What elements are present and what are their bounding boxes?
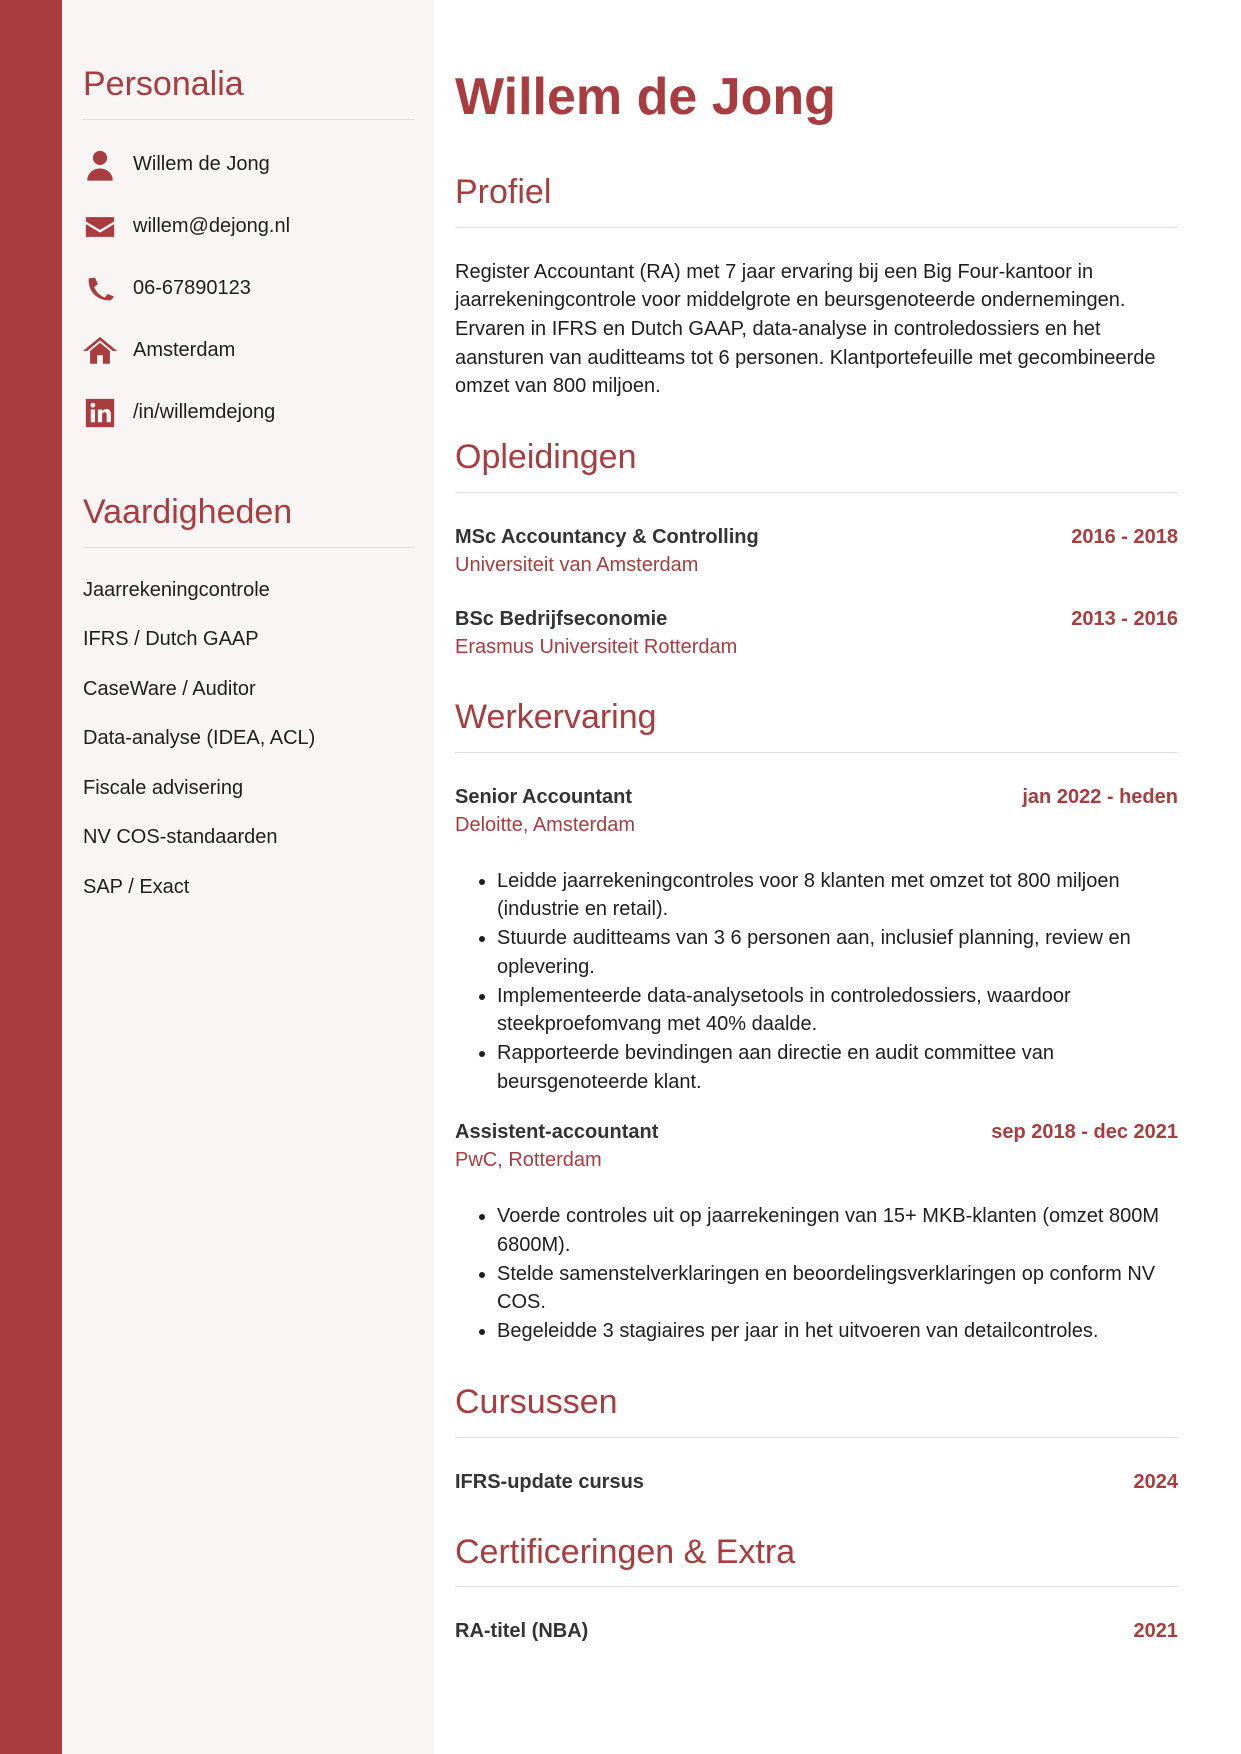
job-entry: [455, 783, 1178, 1097]
course-title: IFRS-update cursus: [455, 1470, 644, 1493]
job-bullet: • Leidde jaarrekeningcontroles voor 8 klanten met omzet tot 800 miljoen (industrie en retail).: [497, 867, 1178, 924]
job-bullet: • Begeleidde 3 stagiaires per jaar in het uitvoeren van detailcontroles.: [497, 1317, 1178, 1346]
linkedin-icon: [83, 396, 117, 430]
certifications-heading: Certificeringen & Extra: [455, 1532, 1178, 1588]
courses-heading: Cursussen: [455, 1382, 1178, 1438]
contact-location-text: Amsterdam: [133, 339, 236, 362]
education-entry: [455, 605, 1178, 661]
contact-name-text: Willem de Jong: [133, 153, 270, 176]
job-bullets: [455, 867, 1178, 1097]
home-icon: [83, 334, 117, 368]
job-date: sep 2018 - dec 2021: [991, 1121, 1178, 1144]
job-entry: [455, 1118, 1178, 1346]
contact-email: [83, 196, 414, 258]
job-company: Deloitte, Amsterdam: [455, 813, 636, 836]
education-date: 2016 - 2018: [1071, 525, 1178, 548]
profile-text: Register Accountant (RA) met 7 jaar ervaring bij een Big Four-kantoor in jaarrekeningcontrole voor middelgrote en beursgenoteerde ondernemingen. Ervaren in IFRS en Dutch GAAP, data-analyse in controledossiers en het aansturen van auditteams tot 6 personen. Klantportefeuille met gecombineerde omzet van 800 miljoen.: [455, 260, 1156, 398]
contact-phone: [83, 258, 414, 320]
job-title: Senior Accountant: [455, 785, 633, 808]
skill-item: Data-analyse (IDEA, ACL): [83, 727, 316, 750]
person-icon: [83, 148, 117, 182]
education-entry: [455, 523, 1178, 579]
contact-phone-text[interactable]: 06-67890123: [133, 277, 251, 300]
certifications-section: [455, 1532, 1178, 1646]
contact-location: [83, 320, 414, 382]
skill-list: [83, 566, 414, 913]
education-date: 2013 - 2016: [1071, 607, 1178, 630]
education-institution: Universiteit van Amsterdam: [455, 553, 699, 576]
education-title: BSc Bedrijfseconomie: [455, 607, 668, 630]
contact-email-text[interactable]: willem@dejong.nl: [133, 215, 291, 238]
skill-item: SAP / Exact: [83, 875, 190, 898]
job-bullet: • Stuurde auditteams van 3 6 personen aan, inclusief planning, review en oplevering.: [497, 924, 1178, 981]
experience-heading: Werkervaring: [455, 697, 1178, 753]
experience-section: [455, 697, 1178, 1346]
job-bullet: • Stelde samenstelverklaringen en beoordelingsverklaringen op conform NV COS.: [497, 1260, 1178, 1317]
sidebar: [62, 0, 434, 1754]
job-bullet: • Implementeerde data-analysetools in controledossiers, waardoor steekproefomvang met 40% daalde.: [497, 982, 1178, 1039]
candidate-name: Willem de Jong: [455, 68, 836, 126]
contact-linkedin: [83, 382, 414, 444]
education-institution: Erasmus Universiteit Rotterdam: [455, 635, 738, 658]
certification-date: 2021: [1133, 1620, 1178, 1643]
skill-item: NV COS-standaarden: [83, 826, 278, 849]
education-section: [455, 437, 1178, 661]
skill-item: Fiscale advisering: [83, 776, 244, 799]
job-company: PwC, Rotterdam: [455, 1149, 602, 1172]
course-entry: [455, 1468, 1178, 1496]
courses-section: [455, 1382, 1178, 1496]
job-bullet: • Rapporteerde bevindingen aan directie en audit committee van beursgenoteerde klant.: [497, 1039, 1178, 1096]
job-date: jan 2022 - heden: [1022, 785, 1178, 808]
skill-item: IFRS / Dutch GAAP: [83, 628, 259, 651]
job-bullets: [455, 1202, 1178, 1346]
certification-entry: [455, 1617, 1178, 1645]
education-title: MSc Accountancy & Controlling: [455, 525, 759, 548]
contact-linkedin-text[interactable]: /in/willemdejong: [133, 401, 276, 424]
contact-name: [83, 134, 414, 196]
main-content: [455, 0, 1178, 1754]
certification-title: RA-titel (NBA): [455, 1620, 589, 1643]
profile-section: [455, 172, 1178, 401]
job-bullet: • Voerde controles uit op jaarrekeningen van 15+ MKB-klanten (omzet 800M 6800M).: [497, 1202, 1178, 1259]
accent-stripe: [0, 0, 62, 1754]
course-date: 2024: [1133, 1470, 1178, 1493]
envelope-icon: [83, 210, 117, 244]
job-title: Assistent-accountant: [455, 1121, 659, 1144]
skills-heading: Vaardigheden: [83, 492, 414, 548]
skill-item: CaseWare / Auditor: [83, 677, 256, 700]
profile-heading: Profiel: [455, 172, 1178, 228]
contact-list: [83, 134, 414, 444]
skill-item: Jaarrekeningcontrole: [83, 578, 270, 601]
phone-icon: [83, 272, 117, 306]
personalia-heading: Personalia: [83, 64, 414, 120]
education-heading: Opleidingen: [455, 437, 1178, 493]
